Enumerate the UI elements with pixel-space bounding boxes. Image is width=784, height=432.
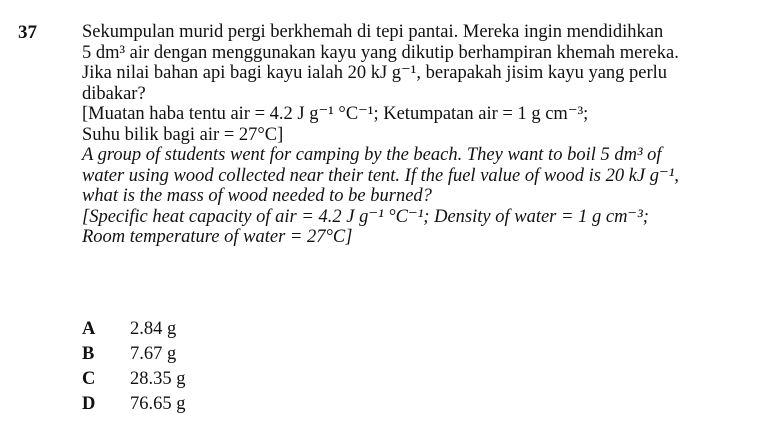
option-b[interactable] bbox=[82, 342, 186, 367]
english-line-2: water using wood collected near their tent. If the fuel value of wood is 20 kJ g⁻¹, bbox=[82, 165, 679, 186]
malay-line-1: Sekumpulan murid pergi berkhemah di tepi pantai. Mereka ingin mendidihkan bbox=[82, 22, 664, 42]
answer-options bbox=[82, 317, 186, 417]
malay-line-2: 5 dm³ air dengan menggunakan kayu yang dikutip berhampiran khemah mereka. bbox=[82, 42, 679, 63]
question-body bbox=[82, 22, 774, 248]
option-a[interactable] bbox=[82, 317, 186, 342]
option-letter: C bbox=[82, 369, 96, 389]
option-value: 7.67 g bbox=[130, 344, 177, 364]
option-letter: B bbox=[82, 344, 95, 364]
option-value: 76.65 g bbox=[130, 394, 186, 414]
malay-line-4: dibakar? bbox=[82, 83, 146, 104]
english-line-1: A group of students went for camping by the beach. They want to boil 5 dm³ of bbox=[82, 145, 662, 165]
malay-line-5: [Muatan haba tentu air = 4.2 J g⁻¹ °C⁻¹; Ketumpatan air = 1 g cm⁻³; bbox=[82, 104, 589, 124]
malay-line-6: Suhu bilik bagi air = 27°C] bbox=[82, 124, 284, 145]
question-number: 37 bbox=[18, 22, 37, 43]
option-d[interactable] bbox=[82, 392, 186, 417]
english-line-4: [Specific heat capacity of air = 4.2 J g⁻¹ °C⁻¹; Density of water = 1 g cm⁻³; bbox=[82, 206, 649, 227]
english-line-5: Room temperature of water = 27°C] bbox=[82, 227, 353, 247]
option-c[interactable] bbox=[82, 367, 186, 392]
option-letter: D bbox=[82, 394, 96, 414]
option-value: 28.35 g bbox=[130, 369, 186, 389]
option-letter: A bbox=[82, 319, 96, 339]
english-line-3: what is the mass of wood needed to be burned? bbox=[82, 186, 432, 206]
malay-line-3: Jika nilai bahan api bagi kayu ialah 20 kJ g⁻¹, berapakah jisim kayu yang perlu bbox=[82, 63, 668, 83]
option-value: 2.84 g bbox=[130, 319, 177, 339]
